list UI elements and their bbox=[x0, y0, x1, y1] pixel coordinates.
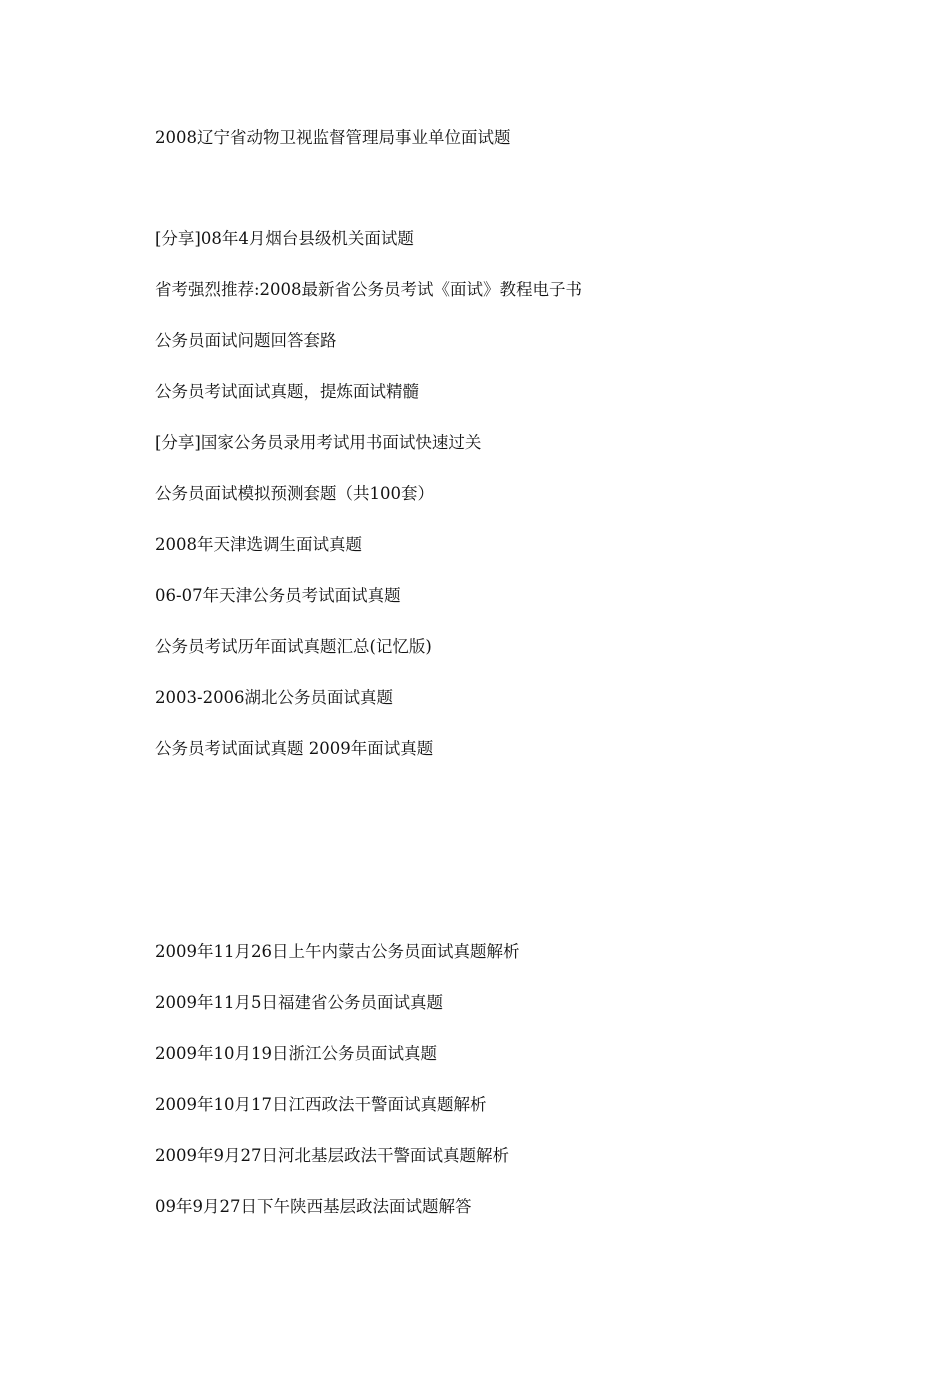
list-item: 09年9月27日下午陕西基层政法面试题解答 bbox=[155, 1197, 472, 1216]
list-item: 公务员面试问题回答套路 bbox=[155, 331, 337, 350]
list-item: 公务员考试面试真题，提炼面试精髓 bbox=[155, 382, 419, 401]
list-item: 公务员面试模拟预测套题（共100套） bbox=[155, 484, 434, 503]
list-item: 2003-2006湖北公务员面试真题 bbox=[155, 688, 394, 707]
list-item: 公务员考试历年面试真题汇总(记忆版) bbox=[155, 637, 432, 656]
list-item: [分享]08年4月烟台县级机关面试题 bbox=[155, 229, 414, 248]
list-item: [分享]国家公务员录用考试用书面试快速过关 bbox=[155, 433, 482, 452]
list-item: 省考强烈推荐:2008最新省公务员考试《面试》教程电子书 bbox=[155, 280, 583, 299]
list-item: 2008年天津选调生面试真题 bbox=[155, 535, 362, 554]
list-item: 2009年11月5日福建省公务员面试真题 bbox=[155, 993, 443, 1012]
list-item: 06-07年天津公务员考试面试真题 bbox=[155, 586, 401, 605]
list-item: 2009年10月17日江西政法干警面试真题解析 bbox=[155, 1095, 487, 1114]
list-item: 2009年9月27日河北基层政法干警面试真题解析 bbox=[155, 1146, 509, 1165]
document-title: 2008辽宁省动物卫视监督管理局事业单位面试题 bbox=[155, 128, 511, 147]
list-item: 2009年11月26日上午内蒙古公务员面试真题解析 bbox=[155, 942, 520, 961]
list-item: 2009年10月19日浙江公务员面试真题 bbox=[155, 1044, 437, 1063]
list-item: 公务员考试面试真题 2009年面试真题 bbox=[155, 739, 434, 758]
